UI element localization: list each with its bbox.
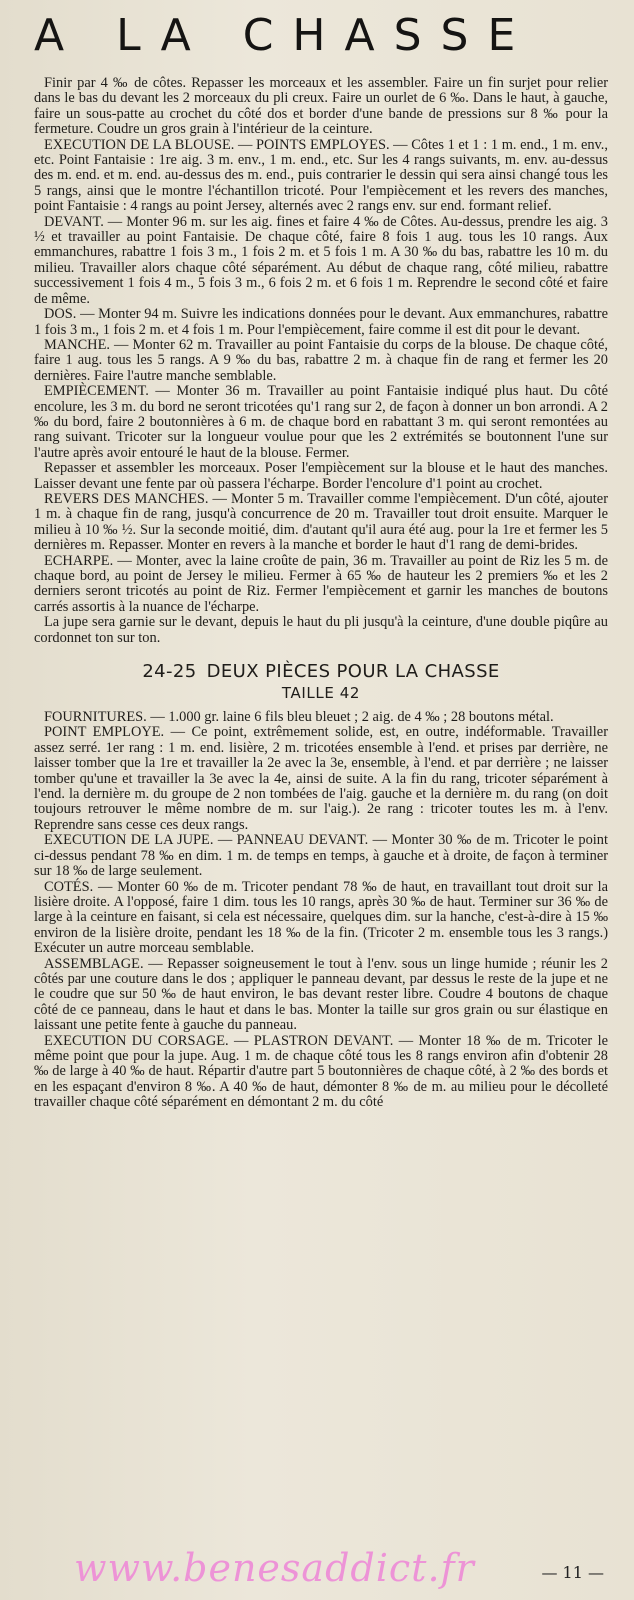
section-blouse-instructions [34, 76, 608, 646]
paragraph-finishing: Finir par 4 ‰ de côtes. Repasser les morceaux et les assembler. Faire un fin surjet pour relier dans le bas du devant les 2 morceaux du pli creux. Faire un ourlet de 6 ‰. Dans le haut, à gauche, faire un sous-patte au crochet du côté dos et border d'une bande de pressions sur 8 ‰ pour la fermeture. Coudre un gros grain à l'intérieur de la ceinture. [34, 75, 608, 138]
paragraph-manche: MANCHE. — Monter 62 m. Travailler au point Fantaisie du corps de la blouse. De chaque côté, faire 1 aug. tous les 5 rangs. A 9 ‰ du bas, rabattre 2 m. à chaque fin de rang et fermer les 20 dernières. Faire l'autre manche semblable. [34, 336, 608, 384]
paragraph-dos: DOS. — Monter 94 m. Suivre les indications données pour le devant. Aux emmanchures, rabattre 1 fois 3 m., 1 fois 2 m. et 4 fois 1 m. Pour l'empiècement, faire comme il est dit pour le devant. [34, 306, 608, 338]
paragraph-blouse-stitches: EXECUTION DE LA BLOUSE. — POINTS EMPLOYES. — Côtes 1 et 1 : 1 m. end., 1 m. env., etc. Point Fantaisie : 1re aig. 3 m. env., 1 m. end., etc. Sur les 4 rangs suivants, m. env. au-dessus des m. end. et m. end. au-dessus des m. end., puis contrarier le dessin qui sera ainsi changé tous les 5 rangs, ainsi que le montre l'échantillon tricoté. Pour l'empiècement et les revers des manches, point Fantaisie : 4 rangs au point Jersey, alternés avec 2 rangs env. sur end. formant relief. [34, 136, 608, 215]
watermark-text: www.benesaddict.fr [74, 1546, 475, 1590]
paragraph-echarpe: ECHARPE. — Monter, avec la laine croûte de pain, 36 m. Travailler au point de Riz les 5 m. de chaque bord, au point de Jersey le milieu. Fermer à 65 ‰ de hauteur les 2 premiers ‰ et les 2 derniers seront tricotés au point de Riz. Fermer l'empiècement et garnir les manches de boutons carrés assortis à la nuance de l'écharpe. [34, 552, 608, 615]
paragraph-assemblage: ASSEMBLAGE. — Repasser soigneusement le tout à l'env. sous un linge humide ; réunir les 2 côtés par une couture dans le dos ; appliquer le panneau devant, par dessus le reste de la jupe et ne le coudre que sur 50 ‰ de haut environ, le bas devant rester libre. Coudre 4 boutons de chaque côté de ce panneau, dans le haut et dans le bas. Monter la taille sur gros grain ou sur élastique en laissant une petite fente à gauche du panneau. [34, 955, 608, 1034]
pattern-number: 24-25 [142, 661, 197, 683]
paragraph-jupe-garnie: La jupe sera garnie sur le devant, depuis le haut du pli jusqu'à la ceinture, d'une double piqûre au cordonnet ton sur ton. [34, 614, 608, 646]
paragraph-cotes: COTÉS. — Monter 60 ‰ de m. Tricoter pendant 78 ‰ de haut, en travaillant tout droit sur la lisière droite. A l'opposé, faire 1 dim. tous les 10 rangs, après 30 ‰ de haut. Terminer sur 36 ‰ de large à la ceinture en faisant, si cela est nécessaire, quelques dim. sur la hanche, c'est-à-dire à 15 ‰ environ de la lisière droite, pendant les 18 ‰ de la fin. (Tricoter 2 m. ensemble tous les 3 rangs.) Exécuter un autre morceau semblable. [34, 878, 608, 957]
size-label: TAILLE 42 [281, 684, 361, 703]
paragraph-assembly: Repasser et assembler les morceaux. Poser l'empiècement sur la blouse et le haut des manches. Laisser devant une fente par où passera l'écharpe. Border l'encolure d'1 point au crochet. [34, 460, 608, 492]
section-heading [34, 660, 608, 684]
section-title: DEUX PIÈCES POUR LA CHASSE [206, 661, 500, 683]
page-number: — 11 — [541, 1563, 604, 1582]
paragraph-point-employe: POINT EMPLOYE. — Ce point, extrêmement solide, est, en outre, indéformable. Travailler assez serré. 1er rang : 1 m. end. lisière, 2 m. tricotées ensemble à l'end. et prises par derrière, ne laisser tomber que la 1re et travailler la 2e avec la 3e, ensemble, à l'end. et par derrière ; ne laisser tomber qu'une et travailler la 3e avec la 4e, ainsi de suite. A la fin du rang, tricoter séparément à l'end. la dernière m. du groupe de 2 non tombées de l'aig. gauche et la dernière m. du rang (on doit toujours retrouver le même nombre de m. sur l'aig.). 2e rang : tricoter toutes les m. à l'env. Reprendre sans cesse ces deux rangs. [34, 724, 608, 833]
paragraph-empiecement: EMPIÈCEMENT. — Monter 36 m. Travailler au point Fantaisie indiqué plus haut. Du côté encolure, les 3 m. du bord ne seront tricotées qu'1 rang sur 2, de façon à donner un bon arrondi. A 2 ‰ du bord, faire 2 boutonnières à 6 m. de chaque bord en rabattant 3 m. qui seront remontées au rang suivant. Tricoter sur la longueur voulue pour que les 2 extrémités se boutonnent l'une sur l'autre après avoir entouré le haut de la blouse. Fermer. [34, 383, 608, 461]
paragraph-revers-manches: REVERS DES MANCHES. — Monter 5 m. Travailler comme l'empiècement. D'un côté, ajouter 1 m. à chaque fin de rang, jusqu'à concurrence de 20 m. Travailler tout droit ensuite. Marquer le milieu à 10 ‰ ½. Sur la seconde moitié, dim. d'autant qu'il aura été aug. pour la 1re et fermer les 5 dernières m. Repasser. Monter en revers à la manche et border le haut d'1 rang de demi-brides. [34, 490, 608, 554]
paragraph-corsage: EXECUTION DU CORSAGE. — PLASTRON DEVANT. — Monter 18 ‰ de m. Tricoter le même point que pour la jupe. Aug. 1 m. de chaque côté tous les 8 rangs environ afin d'obtenir 28 ‰ de large à 40 ‰ de haut. Répartir d'autre part 5 boutonnières de chaque côté, à 2 ‰ des bords et en les espaçant d'environ 8 ‰. A 40 ‰ de haut, démonter 8 ‰ de m. au milieu pour le décolleté travailler chaque côté séparément en démontant 2 m. du côté [34, 1032, 608, 1111]
page-title: A LA CHASSE [34, 10, 535, 61]
page-footer [0, 1548, 634, 1596]
paragraph-devant: DEVANT. — Monter 96 m. sur les aig. fines et faire 4 ‰ de Côtes. Au-dessus, prendre les aig. 3 ½ et travailler au point Fantaisie. De chaque côté, faire 8 fois 1 aug. tous les 10 rangs. Aux emmanchures, rabattre 1 fois 3 m., 1 fois 2 m. et 5 fois 1 m. A 30 ‰ du bas, rabattre les 10 m. du milieu. Travailler alors chaque côté séparément. Au début de chaque rang, côté milieu, rabattre successivement 1 fois 4 m., 5 fois 3 m., 6 fois 2 m. et 6 fois 1 m. Reprendre le second côté et faire de même. [34, 213, 608, 307]
paragraph-jupe-panneau: EXECUTION DE LA JUPE. — PANNEAU DEVANT. — Monter 30 ‰ de m. Tricoter le point ci-dessus pendant 78 ‰ en dim. 1 m. de temps en temps, à gauche et à droite, de façon à terminer sur 18 ‰ de large seulement. [34, 832, 608, 880]
section-two-piece-instructions [34, 710, 608, 1111]
paragraph-fournitures: FOURNITURES. — 1.000 gr. laine 6 fils bleu bleuet ; 2 aig. de 4 ‰ ; 28 boutons métal. [44, 709, 554, 726]
